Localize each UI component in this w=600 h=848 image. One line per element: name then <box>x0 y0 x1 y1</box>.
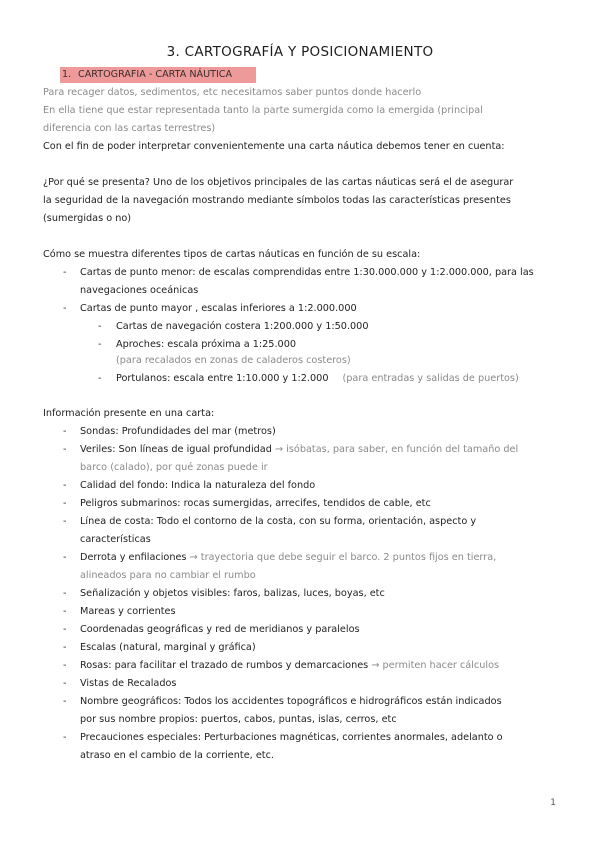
bullet-dash: - <box>98 373 102 384</box>
info-item <box>80 659 572 672</box>
info-item: Señalización y objetos visibles: faros, balizas, luces, boyas, etc <box>80 588 385 599</box>
info-item: Coordenadas geográficas y red de meridianos y paralelos <box>80 624 360 635</box>
bullet-dash: - <box>63 678 67 689</box>
scale-item: Cartas de punto menor: de escalas comprendidas entre 1:30.000.000 y 1:2.000.000, para las <box>80 267 534 278</box>
portulanos-note: (para entradas y salidas de puertos) <box>342 373 519 384</box>
bullet-dash: - <box>98 321 102 332</box>
derrota-text: Derrota y enfilaciones <box>80 552 187 563</box>
info-item: Línea de costa: Todo el contorno de la costa, con su forma, orientación, aspecto y <box>80 516 477 527</box>
info-item-continued: por sus nombre propios: puertos, cabos, puntas, islas, cerros, etc <box>80 714 397 725</box>
bullet-dash: - <box>63 444 67 455</box>
info-item: Mareas y corrientes <box>80 606 176 617</box>
derrota-arrow-text: → trayectoria que debe seguir el barco. 2 puntos fijos en tierra, <box>189 552 497 563</box>
scales-intro: Cómo se muestra diferentes tipos de cartas náuticas en función de su escala: <box>43 249 421 260</box>
bullet-dash: - <box>63 426 67 437</box>
scale-subitem <box>116 372 572 385</box>
info-item: Peligros submarinos: rocas sumergidas, arrecifes, tendidos de cable, etc <box>80 498 431 509</box>
scale-item: navegaciones oceánicas <box>80 285 199 296</box>
page-number: 1 <box>550 798 556 808</box>
scale-subitem-note: (para recalados en zonas de caladeros costeros) <box>116 355 351 366</box>
scale-subitem: Aproches: escala próxima a 1:25.000 <box>116 339 297 350</box>
rosas-arrow-text: → permiten hacer cálculos <box>371 660 500 671</box>
info-item: Vistas de Recalados <box>80 678 177 689</box>
scale-subitem: Cartas de navegación costera 1:200.000 y 1:50.000 <box>116 321 369 332</box>
intro-line: Con el fin de poder interpretar convenientemente una carta náutica debemos tener en cuenta: <box>43 141 505 152</box>
bullet-dash: - <box>63 660 67 671</box>
info-item: Sondas: Profundidades del mar (metros) <box>80 426 276 437</box>
section-label: CARTOGRAFIA - CARTA NÁUTICA <box>78 69 233 80</box>
info-item <box>80 551 572 564</box>
info-item-continued: atraso en el cambio de la corriente, etc. <box>80 750 274 761</box>
bullet-dash: - <box>63 642 67 653</box>
bullet-dash: - <box>63 588 67 599</box>
question-line: (sumergidas o no) <box>43 213 132 224</box>
bullet-dash: - <box>63 498 67 509</box>
portulanos-text: Portulanos: escala entre 1:10.000 y 1:2.000 <box>116 373 329 384</box>
info-item-continued: características <box>80 534 151 545</box>
bullet-dash: - <box>63 552 67 563</box>
bullet-dash: - <box>63 516 67 527</box>
info-item: Precauciones especiales: Perturbaciones magnéticas, corrientes anormales, adelanto o <box>80 732 503 743</box>
intro-line: diferencia con las cartas terrestres) <box>43 123 216 134</box>
bullet-dash: - <box>98 339 102 350</box>
info-item: Nombre geográficos: Todos los accidentes topográficos e hidrográficos están indicados <box>80 696 502 707</box>
bullet-dash: - <box>63 303 67 314</box>
bullet-dash: - <box>63 480 67 491</box>
bullet-dash: - <box>63 606 67 617</box>
rosas-text: Rosas: para facilitar el trazado de rumbos y demarcaciones <box>80 660 369 671</box>
section-number: 1. <box>62 69 72 80</box>
scale-item: Cartas de punto mayor , escalas inferiores a 1:2.000.000 <box>80 303 357 314</box>
info-item-continued: alineados para no cambiar el rumbo <box>80 570 256 581</box>
info-item: Escalas (natural, marginal y gráfica) <box>80 642 256 653</box>
bullet-dash: - <box>63 624 67 635</box>
bullet-dash: - <box>63 732 67 743</box>
question-line: ¿Por qué se presenta? Uno de los objetivos principales de las cartas náuticas será el de asegurar <box>43 177 514 188</box>
section-heading <box>60 67 256 83</box>
bullet-dash: - <box>63 267 67 278</box>
intro-line: En ella tiene que estar representada tanto la parte sumergida como la emergida (principal <box>43 105 483 116</box>
info-item: Calidad del fondo: Indica la naturaleza del fondo <box>80 480 316 491</box>
info-intro: Información presente en una carta: <box>43 408 215 419</box>
intro-line: Para recager datos, sedimentos, etc necesitamos saber puntos donde hacerlo <box>43 87 422 98</box>
veriles-text: Veriles: Son líneas de igual profundidad <box>80 444 272 455</box>
info-item-continued: barco (calado), por qué zonas puede ir <box>80 462 268 473</box>
question-line: la seguridad de la navegación mostrando mediante símbolos todas las características presentes <box>43 195 511 206</box>
page-title: 3. CARTOGRAFÍA Y POSICIONAMIENTO <box>166 44 434 60</box>
info-item <box>80 443 572 456</box>
veriles-arrow-text: → isóbatas, para saber, en función del tamaño del <box>274 444 519 455</box>
bullet-dash: - <box>63 696 67 707</box>
